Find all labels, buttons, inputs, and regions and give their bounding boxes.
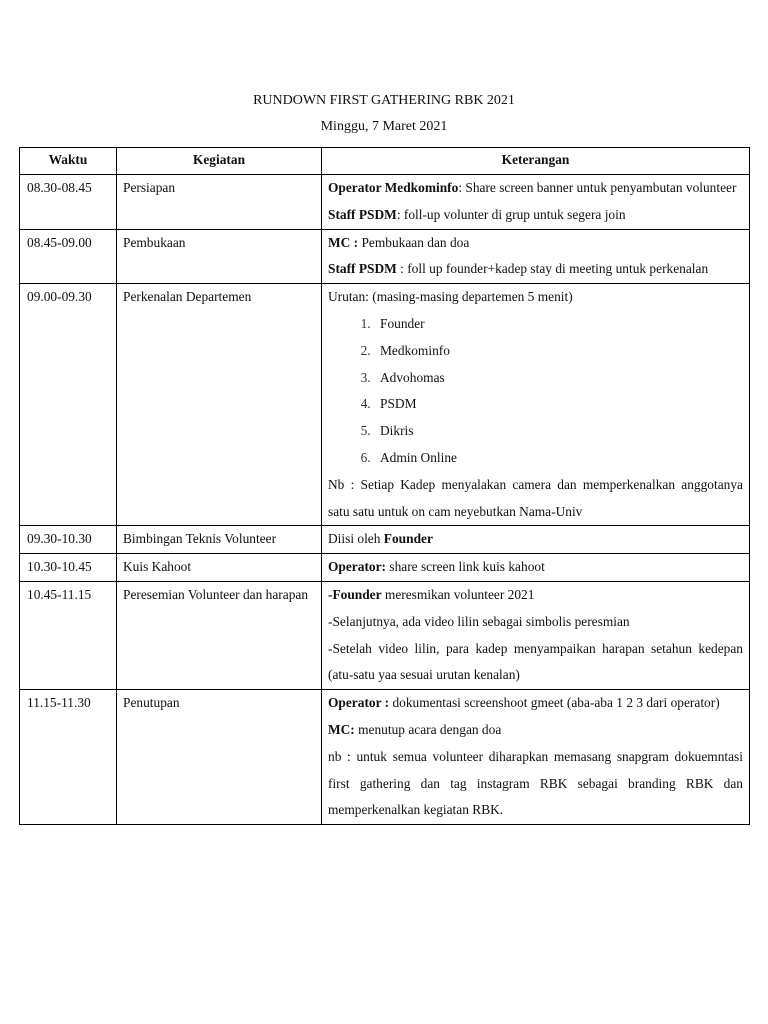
cell-keterangan [322, 284, 750, 526]
keterangan-text: dokumentasi screenshoot gmeet (aba-aba 1 2 3 dari operator) [389, 695, 720, 711]
table-row [20, 554, 750, 582]
keterangan-line: -Selanjutnya, ada video lilin sebagai simbolis peresmian [328, 613, 630, 629]
keterangan-role: Founder [383, 531, 433, 547]
keterangan-line [328, 202, 743, 229]
keterangan-note: Nb : Setiap Kadep menyalakan camera dan memperkenalkan anggotanya satu satu untuk on cam neyebutkan Nama-Univ [328, 476, 743, 519]
keterangan-line [328, 526, 743, 553]
table-header-row [20, 148, 750, 175]
keterangan-line: nb : untuk semua volunteer diharapkan memasang snapgram dokuemntasi first gathering dan tag instagram RBK sebagai branding RBK dan memperkenalkan kegiatan RBK. [328, 748, 743, 818]
keterangan-line [328, 230, 743, 257]
keterangan-role: -Founder [328, 586, 382, 602]
keterangan-text: Pembukaan dan doa [358, 234, 470, 250]
keterangan-role: Staff PSDM [328, 206, 397, 222]
cell-keterangan [322, 229, 750, 284]
cell-waktu: 08.45-09.00 [20, 229, 117, 284]
cell-keterangan [322, 526, 750, 554]
list-item: 3. Advohomas [374, 365, 743, 392]
keterangan-line [328, 690, 743, 717]
cell-kegiatan: Bimbingan Teknis Volunteer [117, 526, 322, 554]
keterangan-text: Diisi oleh [328, 531, 384, 547]
keterangan-line [328, 717, 743, 744]
list-item: 5. Dikris [374, 418, 743, 445]
keterangan-text: meresmikan volunteer 2021 [381, 586, 535, 602]
cell-kegiatan: Persiapan [117, 175, 322, 230]
keterangan-line [328, 256, 743, 283]
keterangan-line [328, 554, 743, 581]
table-row [20, 284, 750, 526]
cell-waktu: 08.30-08.45 [20, 175, 117, 230]
cell-waktu: 10.30-10.45 [20, 554, 117, 582]
keterangan-text: share screen link kuis kahoot [386, 559, 545, 575]
cell-kegiatan: Penutupan [117, 690, 322, 825]
keterangan-role: Staff PSDM [328, 261, 397, 277]
cell-keterangan [322, 554, 750, 582]
cell-waktu: 11.15-11.30 [20, 690, 117, 825]
cell-keterangan [322, 581, 750, 689]
table-row [20, 175, 750, 230]
cell-keterangan [322, 175, 750, 230]
list-item: 6. Admin Online [374, 445, 743, 472]
document-title: RUNDOWN FIRST GATHERING RBK 2021 [253, 93, 515, 108]
document-date: Minggu, 7 Maret 2021 [320, 119, 448, 134]
keterangan-role: MC : [328, 234, 359, 250]
keterangan-line [328, 582, 743, 609]
cell-waktu: 09.30-10.30 [20, 526, 117, 554]
department-order-list [328, 311, 743, 472]
table-row [20, 690, 750, 825]
keterangan-text: : Share screen banner untuk penyambutan volunteer [458, 180, 737, 195]
keterangan-line: -Setelah video lilin, para kadep menyampaikan harapan setahun kedepan (atu-satu yaa sesuai urutan kenalan) [328, 640, 743, 683]
rundown-table [19, 147, 750, 825]
cell-kegiatan: Pembukaan [117, 229, 322, 284]
keterangan-line [328, 175, 743, 202]
keterangan-role: Operator : [328, 695, 390, 711]
keterangan-text: menutup acara dengan doa [354, 721, 502, 737]
cell-waktu: 10.45-11.15 [20, 581, 117, 689]
list-item: 4. PSDM [374, 391, 743, 418]
keterangan-text: : foll-up volunter di grup untuk segera join [396, 206, 626, 222]
cell-waktu: 09.00-09.30 [20, 284, 117, 526]
cell-keterangan [322, 690, 750, 825]
keterangan-text: : foll up founder+kadep stay di meeting untuk perkenalan [396, 261, 709, 277]
cell-kegiatan: Kuis Kahoot [117, 554, 322, 582]
list-item: 1. Founder [374, 311, 743, 338]
table-row [20, 526, 750, 554]
column-header-kegiatan: Kegiatan [117, 148, 322, 175]
keterangan-intro: Urutan: (masing-masing departemen 5 menit) [328, 289, 573, 305]
column-header-keterangan: Keterangan [322, 148, 750, 175]
table-row [20, 229, 750, 284]
keterangan-role: Operator Medkominfo [328, 180, 459, 195]
cell-kegiatan: Peresemian Volunteer dan harapan [117, 581, 322, 689]
list-item: 2. Medkominfo [374, 338, 743, 365]
table-row [20, 581, 750, 689]
cell-kegiatan: Perkenalan Departemen [117, 284, 322, 526]
column-header-waktu: Waktu [20, 148, 117, 175]
keterangan-role: MC: [328, 721, 355, 737]
keterangan-role: Operator: [328, 559, 387, 575]
